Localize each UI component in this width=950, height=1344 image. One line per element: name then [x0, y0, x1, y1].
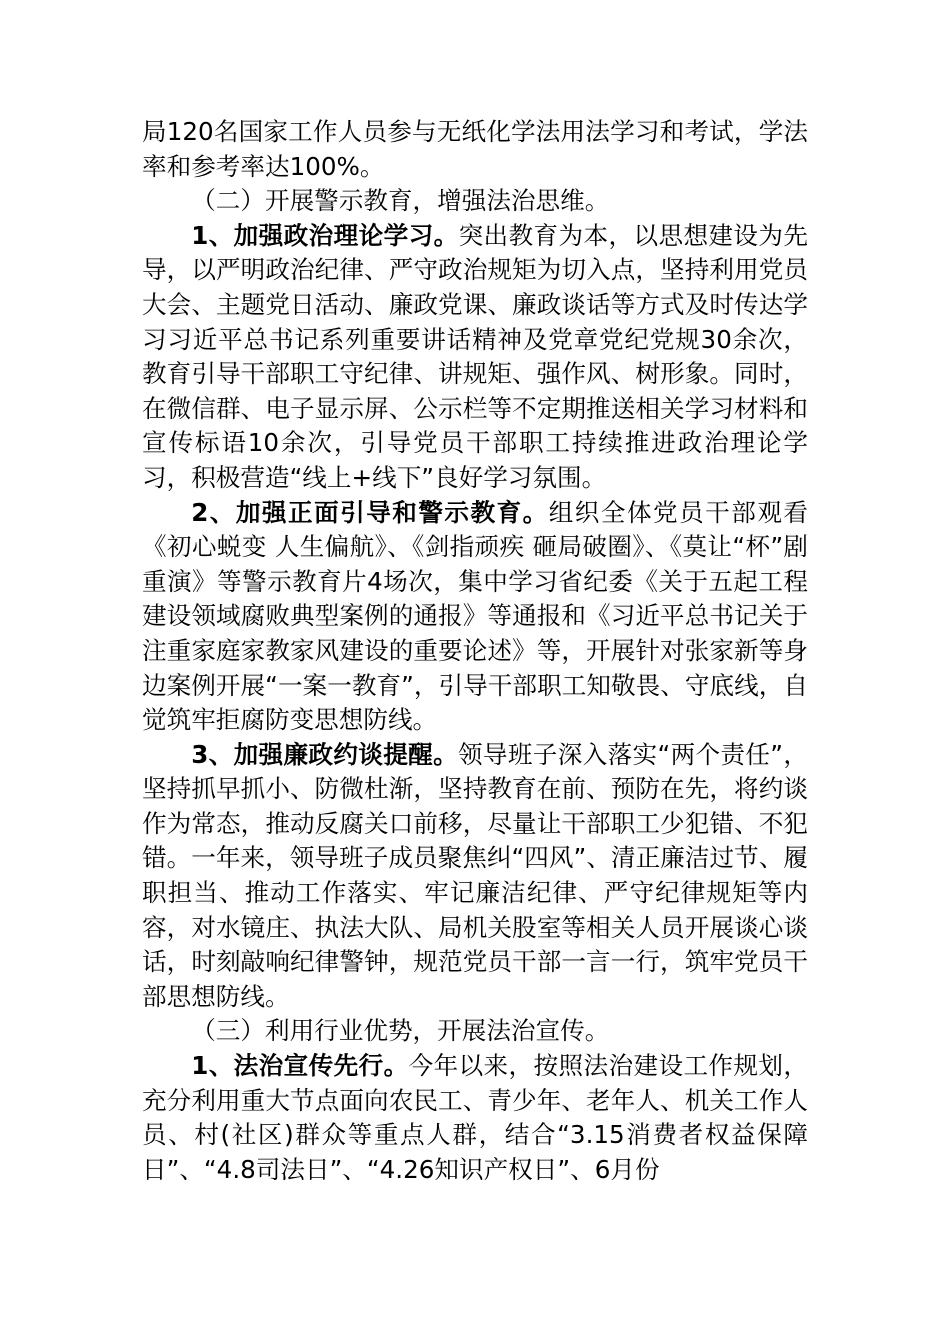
paragraph-1-text: 局120名国家工作人员参与无纸化学法用法学习和考试，学法率和参考率达100%。 — [142, 117, 808, 181]
paragraph-warning-education-text: 组织全体党员干部观看《初心蜕变 人生偏航》、《剑指顽疾 砸局破圈》、《莫让“杯”剧重演》等警示教育片4场次，集中学习省纪委《关于五起工程建设领域腐败典型案例的通报》等通报和《习近平总书记关于注重家庭家教家风建设的重要论述》等，开展针对张家新等身边案例开展“一案一教育”，引导干部职工知敬畏、守底线，自觉筑牢拒腐防变思想防线。 — [142, 497, 808, 735]
paragraph-1 — [142, 115, 808, 184]
paragraph-legal-publicity-text: 今年以来，按照法治建设工作规划，充分利用重大节点面向农民工、青少年、老年人、机关工作人员、村(社区)群众等重点人群，结合“3.15消费者权益保障日”、“4.8司法日”、“4.26知识产权日”、6月份 — [142, 1051, 808, 1184]
section-heading-2 — [142, 184, 808, 219]
paragraph-warning-education — [142, 496, 808, 738]
paragraph-integrity-talks — [142, 738, 808, 1015]
paragraph-legal-publicity — [142, 1049, 808, 1187]
section-heading-2-text: （二）开展警示教育，增强法治思维。 — [191, 186, 610, 216]
paragraph-integrity-talks-text: 领导班子深入落实“两个责任”，坚持抓早抓小、防微杜渐，坚持教育在前、预防在先，将约谈作为常态，推动反腐关口前移，尽量让干部职工少犯错、不犯错。一年来，领导班子成员聚焦纠“四风”、清正廉洁过节、履职担当、推动工作落实、牢记廉洁纪律、严守纪律规矩等内容，对水镜庄、执法大队、局机关股室等相关人员开展谈心谈话，时刻敲响纪律警钟，规范党员干部一言一行，筑牢党员干部思想防线。 — [142, 739, 808, 1011]
paragraph-political-study-text: 突出教育为本，以思想建设为先导，以严明政治纪律、严守政治规矩为切入点，坚持利用党员大会、主题党日活动、廉政党课、廉政谈话等方式及时传达学习习近平总书记系列重要讲话精神及党章党纪党规30余次，教育引导干部职工守纪律、讲规矩、强作风、树形象。同时，在微信群、电子显示屏、公示栏等不定期推送相关学习材料和宣传标语10余次，引导党员干部职工持续推进政治理论学习，积极营造“线上+线下”良好学习氛围。 — [142, 220, 808, 492]
paragraph-legal-publicity-lead: 1、法治宣传先行。 — [191, 1051, 409, 1081]
paragraph-warning-education-lead: 2、加强正面引导和警示教育。 — [191, 497, 549, 527]
document-body — [142, 115, 808, 1187]
paragraph-political-study — [142, 219, 808, 496]
section-heading-3 — [142, 1014, 808, 1049]
section-heading-3-text: （三）利用行业优势，开展法治宣传。 — [191, 1016, 610, 1046]
paragraph-integrity-talks-lead: 3、加强廉政约谈提醒。 — [191, 739, 458, 769]
paragraph-political-study-lead: 1、加强政治理论学习。 — [191, 220, 459, 250]
